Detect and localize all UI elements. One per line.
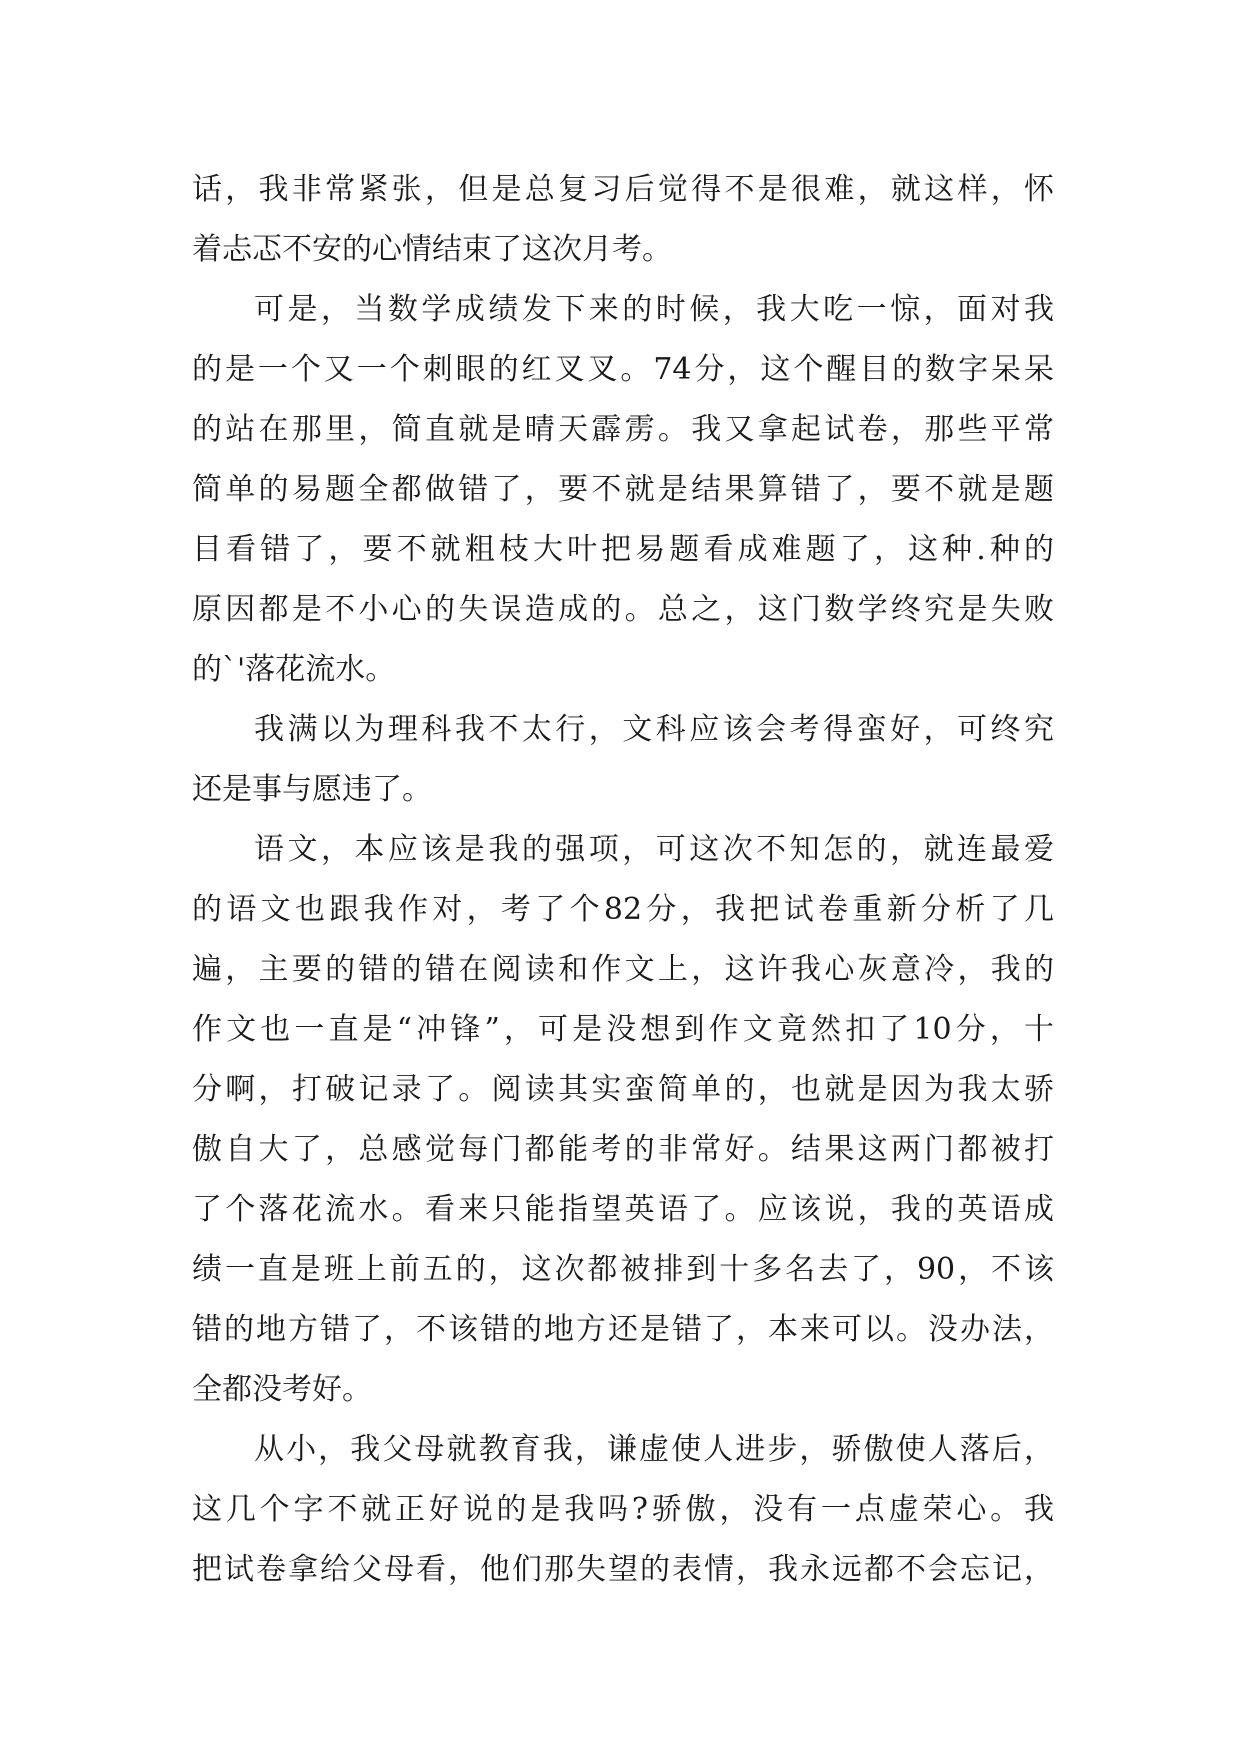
text-line: 把试卷拿给父母看，他们那失望的表情，我永远都不会忘记，: [192, 1552, 1054, 1587]
text-line: 傲自大了，总感觉每门都能考的非常好。结果这两门都被打: [192, 1132, 1054, 1167]
text-line: 目看错了，要不就粗枝大叶把易题看成难题了，这种.种的: [192, 532, 1054, 567]
text-line: 从小，我父母就教育我，谦虚使人进步，骄傲使人落后，: [254, 1432, 1054, 1467]
text-line: 分啊，打破记录了。阅读其实蛮简单的，也就是因为我太骄: [192, 1072, 1054, 1107]
text-line: 可是，当数学成绩发下来的时候，我大吃一惊，面对我: [254, 292, 1054, 327]
text-line: 绩一直是班上前五的，这次都被排到十多名去了，90，不该: [192, 1252, 1054, 1287]
text-line: 的是一个又一个刺眼的红叉叉。74分，这个醒目的数字呆呆: [192, 352, 1054, 387]
text-line: 简单的易题全都做错了，要不就是结果算错了，要不就是题: [192, 472, 1054, 507]
text-line: 我满以为理科我不太行，文科应该会考得蛮好，可终究: [254, 712, 1054, 747]
text-line: 着忐忑不安的心情结束了这次月考。: [192, 232, 672, 267]
text-line: 作文也一直是“冲锋”，可是没想到作文竟然扣了10分，十: [192, 1012, 1054, 1047]
text-line: 话，我非常紧张，但是总复习后觉得不是很难，就这样，怀: [192, 172, 1054, 207]
text-line: 的`'落花流水。: [192, 652, 396, 687]
text-line: 这几个字不就正好说的是我吗?骄傲，没有一点虚荣心。我: [192, 1492, 1054, 1527]
text-line: 的站在那里，简直就是晴天霹雳。我又拿起试卷，那些平常: [192, 412, 1054, 447]
text-line: 原因都是不小心的失误造成的。总之，这门数学终究是失败: [192, 592, 1054, 627]
text-line: 全都没考好。: [192, 1372, 372, 1407]
text-line: 语文，本应该是我的强项，可这次不知怎的，就连最爱: [254, 832, 1054, 867]
text-line: 遍，主要的错的错在阅读和作文上，这许我心灰意冷，我的: [192, 952, 1054, 987]
text-line: 错的地方错了，不该错的地方还是错了，本来可以。没办法，: [192, 1312, 1054, 1347]
text-line: 的语文也跟我作对，考了个82分，我把试卷重新分析了几: [192, 892, 1054, 927]
document-body: [192, 160, 1054, 1600]
text-line: 还是事与愿违了。: [192, 772, 432, 807]
text-line: 了个落花流水。看来只能指望英语了。应该说，我的英语成: [192, 1192, 1054, 1227]
